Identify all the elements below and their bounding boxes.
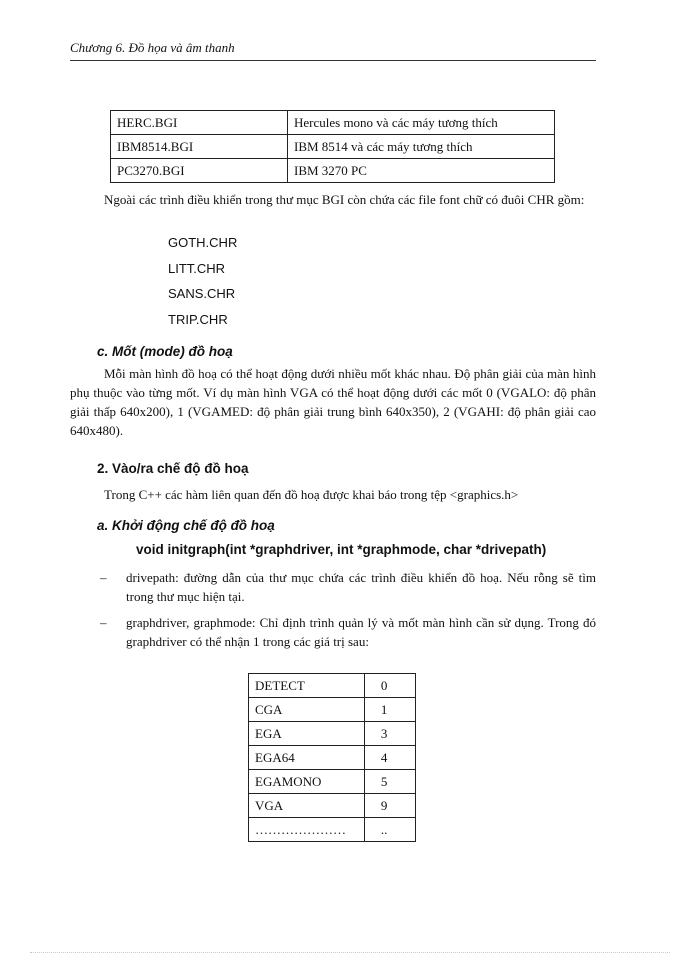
bullet-text: drivepath: đường dẫn của thư mục chứa các trình điều khiển đồ hoạ. Nếu rỗng sẽ tìm trong thư mục hiện tại.	[126, 570, 596, 604]
dash-bullet: –	[100, 615, 107, 630]
table-cell: 0	[364, 674, 415, 698]
table-cell: 9	[364, 794, 415, 818]
table-cell: IBM 8514 và các máy tương thích	[288, 135, 555, 159]
table-row	[111, 111, 555, 135]
table-cell: VGA	[249, 794, 365, 818]
section-a-heading: a. Khởi động chế độ đồ hoạ	[97, 518, 275, 533]
table-cell: ..	[364, 818, 415, 842]
section-2-body: Trong C++ các hàm liên quan đến đồ hoạ được khai báo trong tệp <graphics.h>	[104, 487, 519, 502]
section-2-heading: 2. Vào/ra chế độ đồ hoạ	[97, 461, 249, 476]
intro-paragraph: Ngoài các trình điều khiển trong thư mục BGI còn chứa các file font chữ có đuôi CHR gồm:	[104, 192, 585, 207]
table-cell: 4	[364, 746, 415, 770]
list-item: LITT.CHR	[168, 260, 226, 276]
table-cell: IBM8514.BGI	[111, 135, 288, 159]
page-header: Chương 6. Đồ họa và âm thanh	[70, 40, 596, 61]
page-bottom-rule	[30, 952, 670, 953]
table-row	[111, 159, 555, 183]
list-item: SANS.CHR	[168, 286, 236, 301]
table-cell: DETECT	[249, 674, 365, 698]
list-item: TRIP.CHR	[168, 311, 228, 327]
table-row	[249, 674, 416, 698]
table-cell: HERC.BGI	[111, 111, 288, 135]
section-c-heading: c. Mốt (mode) đồ hoạ	[97, 344, 233, 359]
font-file-list	[168, 234, 237, 336]
table-cell: EGAMONO	[249, 770, 365, 794]
table-cell: PC3270.BGI	[111, 159, 288, 183]
bullet-text: graphdriver, graphmode: Chỉ định trình quản lý và mốt màn hình cần sử dụng. Trong đó graphdriver có thể nhận 1 trong các giá trị sau:	[126, 615, 596, 649]
table-row	[249, 746, 416, 770]
list-item: GOTH.CHR	[168, 235, 238, 250]
list-item	[100, 568, 596, 606]
table-cell: …………………	[249, 818, 365, 842]
table-cell: EGA	[249, 722, 365, 746]
driver-table	[110, 110, 555, 183]
list-item	[100, 613, 596, 651]
table-cell: IBM 3270 PC	[288, 159, 555, 183]
table-cell: 1	[364, 698, 415, 722]
table-row	[249, 818, 416, 842]
table-row	[249, 722, 416, 746]
table-row	[249, 794, 416, 818]
function-signature: void initgraph(int *graphdriver, int *graphmode, char *drivepath)	[136, 542, 547, 557]
dash-bullet: –	[100, 570, 107, 585]
table-cell: EGA64	[249, 746, 365, 770]
table-cell: CGA	[249, 698, 365, 722]
table-cell: 5	[364, 770, 415, 794]
table-row	[111, 135, 555, 159]
table-row	[249, 698, 416, 722]
table-row	[249, 770, 416, 794]
graphdriver-table	[248, 673, 416, 842]
table-cell: Hercules mono và các máy tương thích	[288, 111, 555, 135]
table-cell: 3	[364, 722, 415, 746]
section-c-body: Mỗi màn hình đồ hoạ có thể hoạt động dưới nhiều mốt khác nhau. Độ phân giải của màn hình phụ thuộc vào từng mốt. Ví dụ màn hình VGA có thể hoạt động dưới các mốt 0 (VGALO: độ phân giải thấp 640x200), 1 (VGAMED: độ phân giải trung bình 640x350), 2 (VGAHI: độ phân giải cao 640x480).	[70, 366, 596, 438]
